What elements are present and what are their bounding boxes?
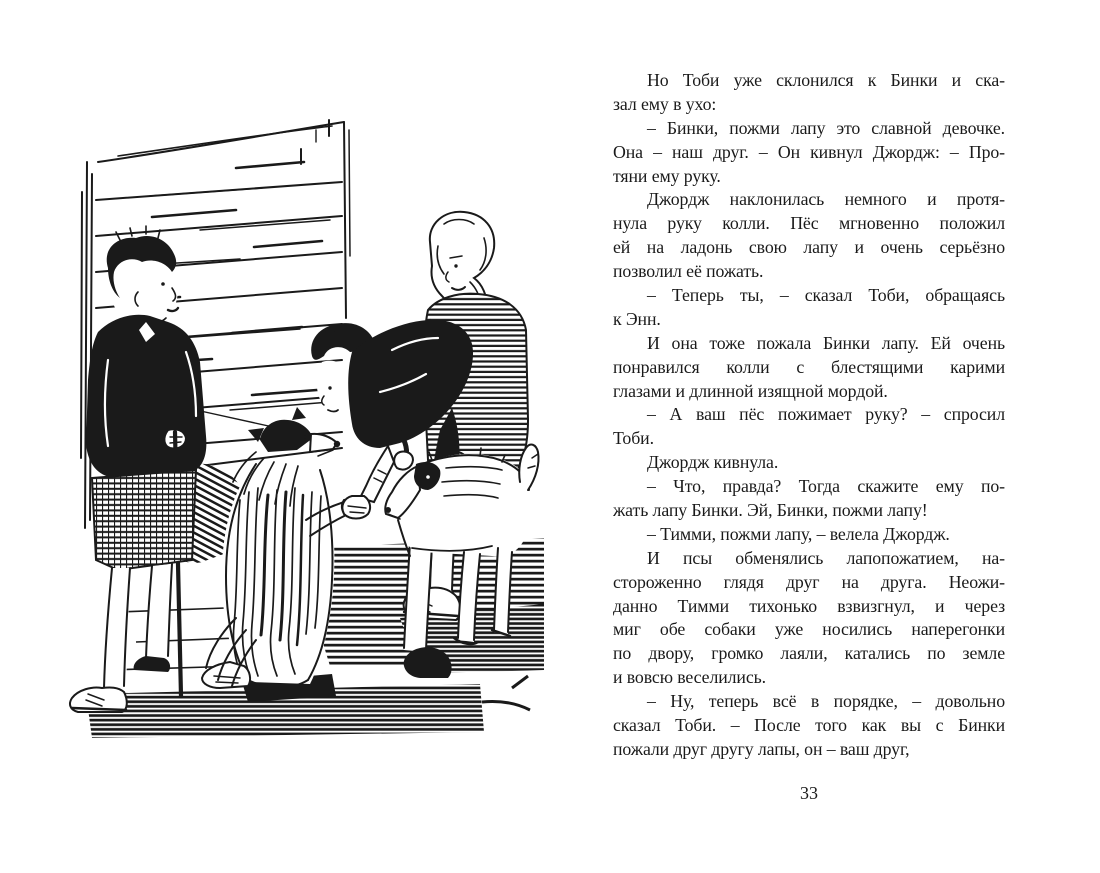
text-line: Джордж наклонилась немного и протя- <box>647 189 1005 210</box>
book-illustration <box>55 95 547 745</box>
text-line: миг обе собаки уже носились наперегонки <box>613 619 1005 640</box>
text-column <box>613 69 1005 762</box>
text-line: ей на ладонь свою лапу и очень серьёзно <box>613 237 1005 258</box>
text-line: – Бинки, пожми лапу это славной девочке. <box>647 117 1005 138</box>
text-line: данно Тимми тихонько взвизгнул, и через <box>613 595 1005 616</box>
text-line: – Теперь ты, – сказал Тоби, обращаясь <box>647 285 1005 306</box>
text-line: позволил её пожать. <box>613 261 764 282</box>
paragraph <box>613 547 1005 690</box>
text-line: Но Тоби уже склонился к Бинки и ска- <box>647 70 1005 90</box>
paragraph <box>613 69 1005 117</box>
paragraph <box>613 284 1005 332</box>
text-line: И псы обменялись лапопожатием, на- <box>647 547 1005 568</box>
text-line: по двору, громко лаяли, катались по земле <box>613 643 1005 664</box>
text-line: тяни ему руку. <box>613 165 721 186</box>
paragraph <box>613 117 1005 189</box>
text-line: Она – наш друг. – Он кивнул Джордж: – Про- <box>613 141 1005 162</box>
text-line: глазами и длинной изящной мордой. <box>613 380 888 401</box>
paragraph <box>613 475 1005 523</box>
text-line: к Энн. <box>613 308 661 329</box>
paragraph <box>613 188 1005 284</box>
paragraph <box>613 451 1005 475</box>
text-line: Тоби. <box>613 428 654 449</box>
text-line: – А ваш пёс пожимает руку? – спросил <box>647 404 1005 425</box>
text-line: и вовсю веселились. <box>613 667 766 688</box>
text-line: зал ему в ухо: <box>613 93 717 114</box>
text-line: – Что, правда? Тогда скажите ему по- <box>647 476 1005 497</box>
text-line: стороженно глядя друг на друга. Неожи- <box>613 571 1005 592</box>
page-number: 33 <box>800 783 818 803</box>
paragraph <box>613 403 1005 451</box>
text-line: понравился колли с блестящими карими <box>613 356 1005 377</box>
text-line: пожали друг другу лапы, он – ваш друг, <box>613 738 910 759</box>
text-line: жать лапу Бинки. Эй, Бинки, пожми лапу! <box>613 500 928 521</box>
text-line: И она тоже пожала Бинки лапу. Ей очень <box>647 332 1005 353</box>
text-line: – Тимми, пожми лапу, – велела Джордж. <box>647 523 950 544</box>
illustration-svg <box>55 95 547 745</box>
paragraph <box>613 523 1005 547</box>
text-line: Джордж кивнула. <box>647 452 779 473</box>
text-line: нула руку колли. Пёс мгновенно положил <box>613 213 1005 234</box>
text-line: сказал Тоби. – После того как вы с Бинки <box>613 715 1005 736</box>
paragraph <box>613 332 1005 404</box>
paragraph <box>613 690 1005 762</box>
text-line: – Ну, теперь всё в порядке, – довольно <box>647 691 1005 712</box>
